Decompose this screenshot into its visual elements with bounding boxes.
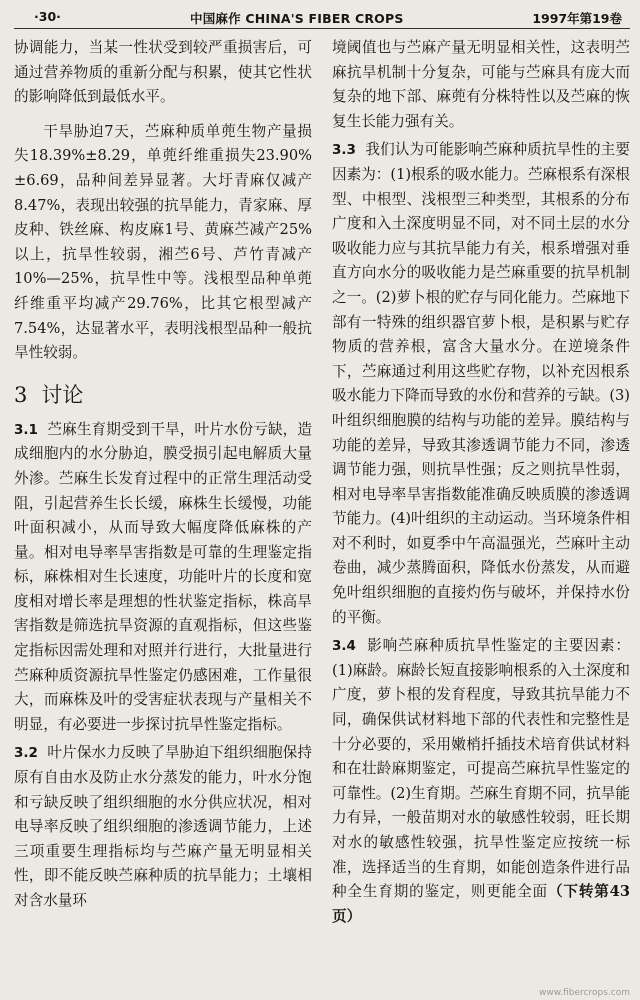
subsection-3-2-number: 3.2 <box>14 745 38 762</box>
subsection-3-1-text: 苎麻生育期受到干旱，叶片水份亏缺，造成细胞内的水分胁迫，膜受损引起电解质大量外渗。苎麻生长发育过程中的正常生理活动受阻，引起营养生长长缓，麻株生长缓慢，功能叶面积减小，从而导致大幅度降低麻株的产量。相对电导率旱害指数是可靠的生理鉴定指标，麻株相对生长速度，功能叶片的长度和宽度相对增长率是理想的性状鉴定指标，株高旱害指数是筛选抗旱资源的直观指标，但这些鉴定指标因需处理和对照并行进行，大批量进行苎麻种质资源抗旱性鉴定仍感困难，工作量很大，而麻株及叶的受害症状表现与产量相关不明显，有必要进一步探讨抗旱性鉴定指标。 <box>14 420 312 733</box>
left-column <box>14 36 312 914</box>
issue-label: 1997年第19卷 <box>532 11 622 26</box>
subsection-3-3-number: 3.3 <box>332 142 356 159</box>
subsection-3-2-text: 叶片保水力反映了旱胁迫下组织细胞保持原有自由水及防止水分蒸发的能力，叶水分饱和亏缺反映了组织细胞的水分供应状况，相对电导率反映了组织细胞的渗透调节能力，上述三项重要生理指标均与苎麻产量无明显相关性，即不能反映苎麻种质的抗旱能力；土壤相对含水量环 <box>14 744 312 909</box>
subsection-3-3-text: 我们认为可能影响苎麻种质抗旱性的主要因素为：(1)根系的吸水能力。苎麻根系有深根型、中根型、浅根型三种类型，其根系的分布广度和入土深度明显不同，对不同土层的水分吸收能力应与其抗旱能力有关，根系增强对垂直方向水分的吸收能力是苎麻重要的抗旱机制之一。(2)萝卜根的贮存与同化能力。苎麻地下部有一特殊的组织器官萝卜根，是积累与贮存物质的营养根，富含大量水分。在逆境条件下，苎麻通过利用这些贮存物，以补充因根系吸水能力下降而导致的水份和营养的亏缺。(3)叶组织细胞膜的结构与功能的差异。膜结构与功能的差异，导致其渗透调节能力不同，渗透调节能力强，则抗旱性强；反之则抗旱性弱，相对电导率旱害指数能准确反映质膜的渗透调节能力。(4)叶组织的主动运动。当环境条件相对不利时，如夏季中午高温强光，苎麻叶主动卷曲，减少蒸腾面积，降低水份蒸发，从而避免叶组织细胞的直接灼伤与破坏，并保持水份的平衡。 <box>332 141 630 626</box>
subsection-3-2 <box>14 741 312 913</box>
page-number: ·30· <box>34 9 61 24</box>
subsection-3-3 <box>332 138 630 630</box>
subsection-3-4-text: 影响苎麻种质抗旱性鉴定的主要因素：(1)麻龄。麻龄长短直接影响根系的入土深度和广度，萝卜根的发育程度，导致其抗旱能力不同，确保供试材料地下部的代表性和完整性是十分必要的，采用嫩梢扦插技术培育供试材料和在壮龄麻期鉴定，可提高苎麻抗旱性鉴定的可靠性。(2)生育期。苎麻生育期不同，抗旱能力有异，一般苗期对水的敏感性较弱，旺长期对水的敏感性较强，抗旱性鉴定应按统一标准，选择适当的生育期，如能创造条件进行品种全生育期的鉴定，则更能全面 <box>332 637 630 901</box>
subsection-3-1-number: 3.1 <box>14 421 38 438</box>
watermark: www.fibercrops.com <box>539 988 630 998</box>
subsection-3-4-number: 3.4 <box>332 638 356 655</box>
journal-name: 中国麻作 CHINA'S FIBER CROPS <box>190 11 404 26</box>
section-heading-discussion <box>14 378 312 412</box>
subsection-3-1 <box>14 418 312 738</box>
subsection-3-4 <box>332 634 630 929</box>
page-header <box>14 6 630 28</box>
right-column <box>332 36 630 929</box>
right-paragraph-1: 境阈值也与苎麻产量无明显相关性，这表明苎麻抗旱机制十分复杂，可能与苎麻具有庞大而复杂的地下部、麻蔸有分株特性以及苎麻的恢复生长能力强有关。 <box>332 39 630 130</box>
left-paragraph-1: 协调能力，当某一性状受到较严重损害后，可通过营养物质的重新分配与积累，使其它性状的影响降低到最低水平。 <box>14 39 312 106</box>
continued-on-page-link[interactable]: （下转第43页） <box>332 883 630 925</box>
section-title: 讨论 <box>41 382 84 407</box>
left-paragraph-2: 干旱胁迫7天，苎麻种质单蔸生物产量损失18.39%±8.29，单蔸纤维重损失23.90%±6.69，品种间差异显著。大圩青麻仅减产8.47%，表现出较强的抗旱能力，青家麻、厚皮种、铁丝麻、构皮麻1号、黄麻苎减产25%以上，抗旱性较弱，湘苎6号、芦竹青减产10%—25%，抗旱性中等。浅根型品种单蔸纤维重平均减产29.76%，比其它根型减产7.54%，达显著水平，表明浅根型品种一般抗旱性较弱。 <box>14 122 312 362</box>
header-divider <box>14 28 630 29</box>
section-number: 3 <box>14 382 28 407</box>
